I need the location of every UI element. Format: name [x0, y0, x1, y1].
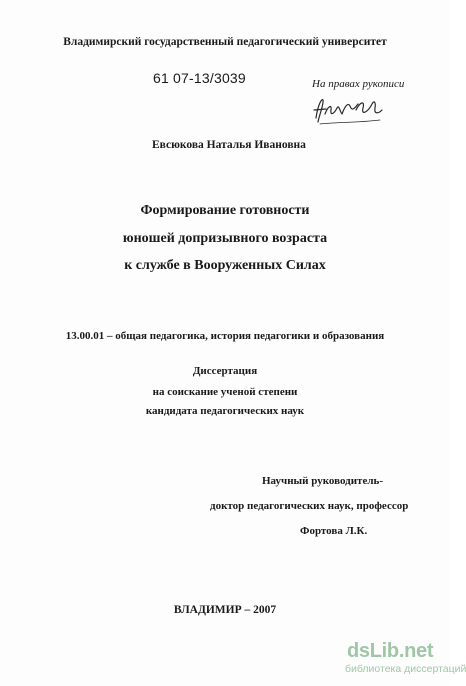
watermark-logo: dsLib.net [347, 640, 434, 662]
supervisor-name: Фортова Л.К. [300, 525, 368, 537]
title-line-3: к службе в Вооруженных Силах [124, 258, 326, 273]
supervisor-degree: доктор педагогических наук, профессор [210, 500, 409, 512]
author-name: Евсюкова Наталья Ивановна [152, 139, 306, 151]
university-name: Владимирский государственный педагогический университет [63, 36, 387, 48]
degree-field-line: кандидата педагогических наук [145, 405, 305, 417]
rights-note: На правах рукописи [312, 78, 405, 90]
supervisor-label: Научный руководитель- [262, 475, 383, 487]
city-year: ВЛАДИМИР – 2007 [173, 604, 277, 616]
title-line-2: юношей допризывного возраста [122, 231, 328, 246]
watermark-subtitle: библиотека диссертаций [345, 663, 466, 675]
title-line-1: Формирование готовности [140, 203, 310, 218]
dissertation-label: Диссертация [192, 365, 258, 377]
degree-line: на соискание ученой степени [152, 386, 298, 398]
registration-number: 61 07-13/3039 [153, 70, 246, 86]
handwritten-signature [310, 92, 385, 128]
specialty-code: 13.00.01 – общая педагогика, история педагогики и образования [65, 330, 385, 342]
